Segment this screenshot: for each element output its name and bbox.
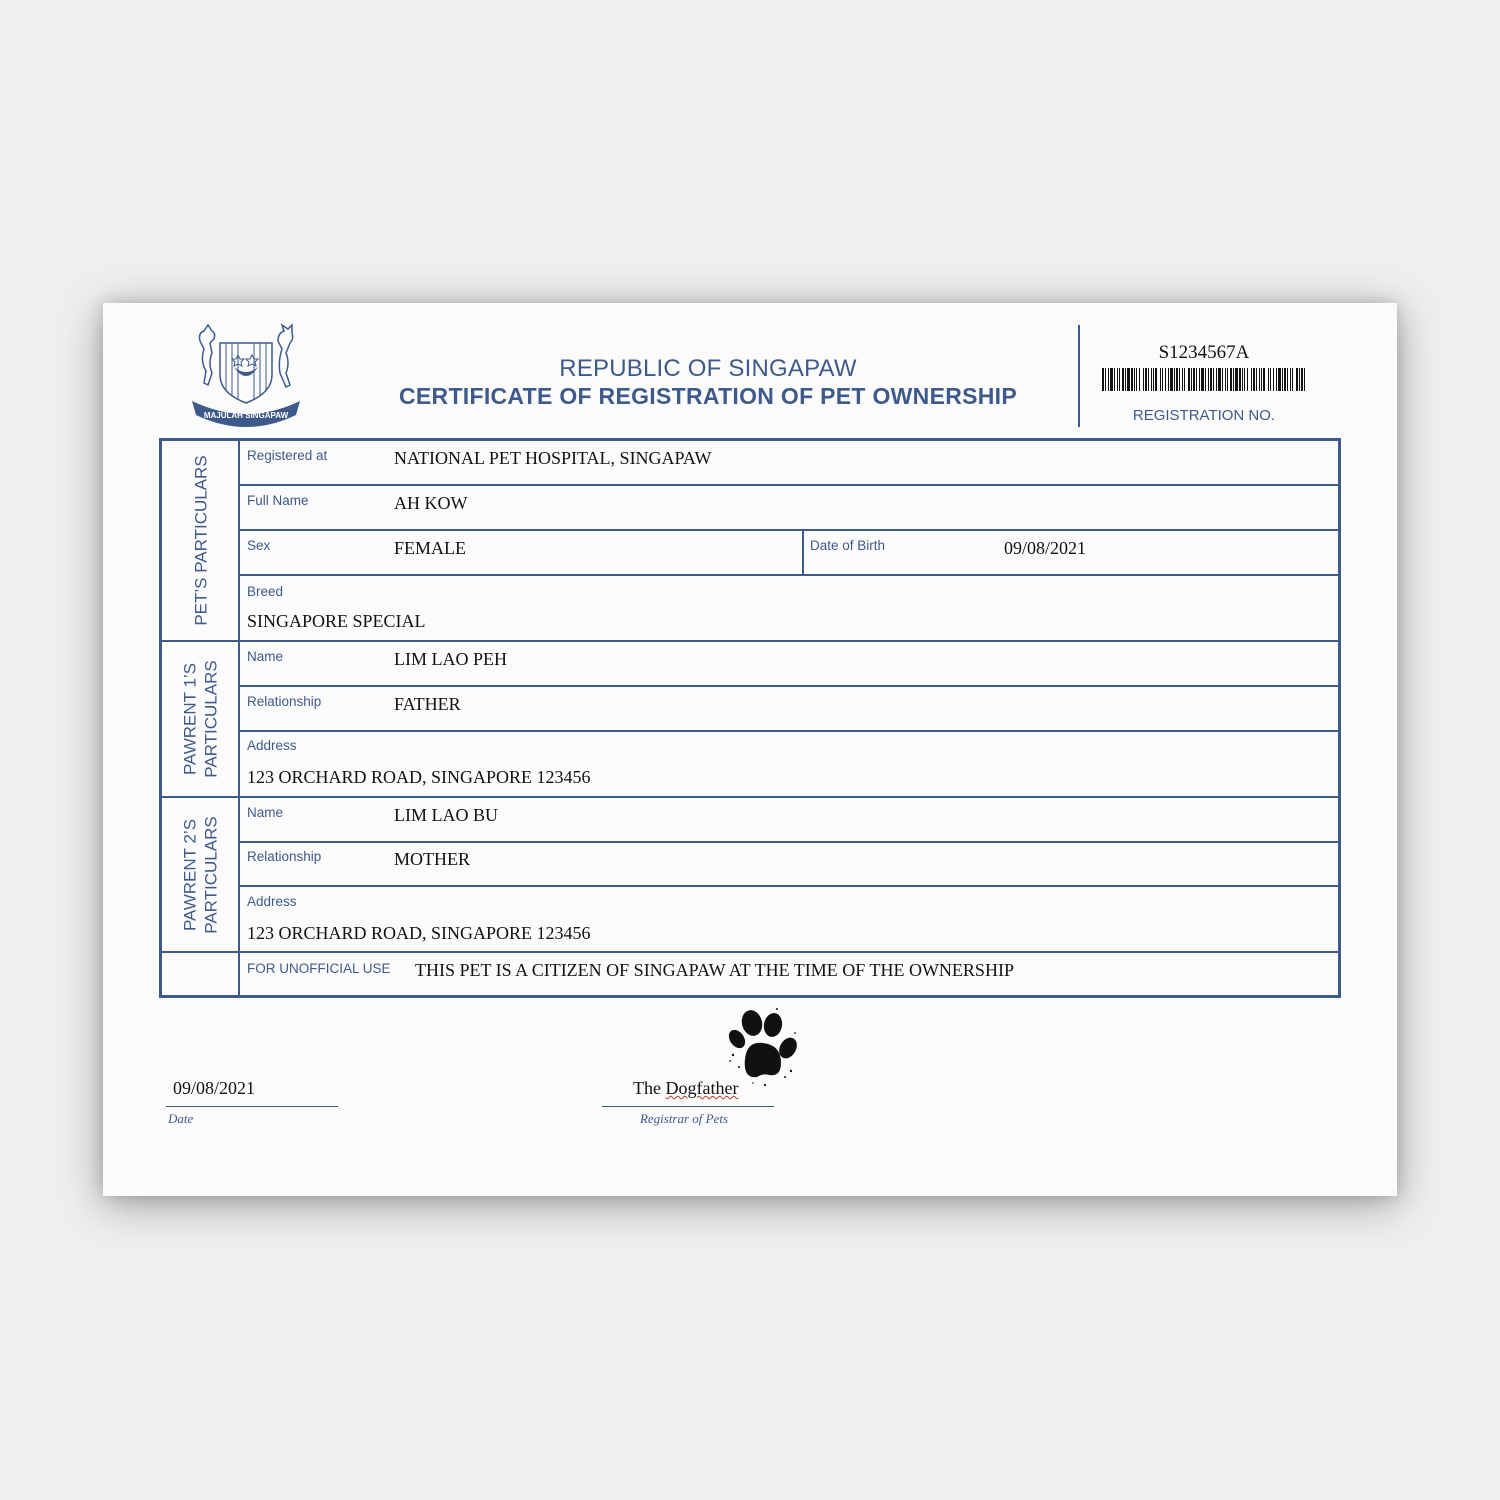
row-divider: [240, 685, 1338, 687]
barcode-bar: [1218, 368, 1221, 391]
parent2-name-value: LIM LAO BU: [394, 805, 498, 825]
full-name-label: Full Name: [247, 493, 309, 508]
barcode-bar: [1143, 368, 1144, 391]
barcode-bar: [1296, 368, 1298, 391]
barcode-bar: [1210, 368, 1212, 391]
parent1-section-label: PAWRENT 1’S PARTICULARS: [181, 660, 221, 778]
date-caption: Date: [168, 1111, 194, 1126]
barcode-bar: [1182, 368, 1183, 391]
barcode-bar: [1131, 368, 1133, 391]
section-divider: [162, 951, 1338, 953]
parent1-relationship-value: FATHER: [394, 694, 461, 714]
barcode-icon: [1102, 368, 1306, 391]
barcode-bar: [1284, 368, 1286, 391]
barcode-bar: [1127, 368, 1130, 391]
barcode-bar: [1153, 368, 1154, 391]
unofficial-use-label: FOR UNOFFICIAL USE: [247, 961, 391, 976]
barcode-bar: [1162, 368, 1163, 391]
barcode-bar: [1273, 368, 1274, 391]
barcode-bar: [1278, 368, 1281, 391]
sex-value: FEMALE: [394, 538, 466, 558]
page-title-line1: REPUBLIC OF SINGAPAW: [559, 355, 857, 382]
barcode-bar: [1174, 368, 1175, 391]
barcode-bar: [1251, 368, 1252, 391]
barcode-bar: [1199, 368, 1200, 391]
row-divider: [240, 885, 1338, 887]
barcode-bar: [1263, 368, 1265, 391]
barcode-bar: [1193, 368, 1195, 391]
parent1-relationship-label: Relationship: [247, 694, 322, 709]
registrar-signature: The Dogfather: [633, 1078, 739, 1098]
dob-label: Date of Birth: [810, 538, 886, 553]
registration-number: S1234567A: [1158, 342, 1250, 363]
barcode-bar: [1261, 368, 1262, 391]
barcode-bar: [1259, 368, 1260, 391]
page-title-line2: CERTIFICATE OF REGISTRATION OF PET OWNERSHIP: [398, 383, 1018, 409]
row-divider: [240, 730, 1338, 732]
barcode-bar: [1225, 368, 1226, 391]
parent1-address-value: 123 ORCHARD ROAD, SINGAPORE 123456: [247, 767, 591, 787]
barcode-bar: [1122, 368, 1124, 391]
row-divider: [240, 841, 1338, 843]
barcode-bar: [1119, 368, 1120, 391]
registered-at-label: Registered at: [247, 448, 328, 463]
row-divider: [240, 484, 1338, 486]
full-name-value: AH KOW: [394, 493, 468, 513]
signature-line: [602, 1106, 774, 1107]
parent2-section-label: PAWRENT 2’S PARTICULARS: [181, 815, 221, 934]
crest-emblem-icon: [186, 323, 306, 429]
sex-label: Sex: [247, 538, 271, 553]
barcode-bar: [1117, 368, 1118, 391]
barcode-bar: [1145, 368, 1147, 391]
parent2-address-value: 123 ORCHARD ROAD, SINGAPORE 123456: [247, 923, 591, 943]
parent1-address-label: Address: [247, 738, 297, 753]
barcode-bar: [1102, 368, 1104, 391]
barcode-bar: [1301, 368, 1303, 391]
barcode-bar: [1176, 368, 1178, 391]
footer-date-value: 09/08/2021: [173, 1078, 256, 1098]
barcode-bar: [1242, 368, 1243, 391]
barcode-bar: [1270, 368, 1271, 391]
barcode-bar: [1165, 368, 1166, 391]
barcode-bar: [1292, 368, 1293, 391]
svg-text:MAJULAH SINGAPAW: MAJULAH SINGAPAW: [203, 411, 289, 420]
barcode-bar: [1179, 368, 1180, 391]
signature-caption: Registrar of Pets: [639, 1111, 729, 1126]
row-divider: [240, 574, 1338, 576]
barcode-bar: [1208, 368, 1209, 391]
barcode-bar: [1151, 368, 1152, 391]
barcode-bar: [1201, 368, 1204, 391]
particulars-table: [159, 438, 1341, 998]
section-divider: [162, 640, 1338, 642]
certificate-sheet: [103, 303, 1397, 1196]
parent1-name-value: LIM LAO PEH: [394, 649, 507, 669]
barcode-bar: [1125, 368, 1126, 391]
barcode-bar: [1160, 368, 1161, 391]
barcode-bar: [1205, 368, 1206, 391]
barcode-bar: [1170, 368, 1173, 391]
barcode-bar: [1233, 368, 1234, 391]
sex-dob-divider: [802, 529, 804, 575]
barcode-bar: [1276, 368, 1277, 391]
registered-at-value: NATIONAL PET HOSPITAL, SINGAPAW: [394, 448, 712, 468]
barcode-bar: [1136, 368, 1137, 391]
barcode-bar: [1168, 368, 1169, 391]
parent2-relationship-value: MOTHER: [394, 849, 470, 869]
barcode-bar: [1287, 368, 1288, 391]
breed-label: Breed: [247, 584, 284, 599]
barcode-bar: [1235, 368, 1238, 391]
barcode-bar: [1282, 368, 1283, 391]
barcode-bar: [1184, 368, 1185, 391]
barcode-bar: [1139, 368, 1140, 391]
barcode-bar: [1108, 368, 1109, 391]
header-divider: [1078, 325, 1080, 427]
barcode-bar: [1244, 368, 1245, 391]
breed-value: SINGAPORE SPECIAL: [247, 611, 426, 631]
barcode-bar: [1110, 368, 1113, 391]
barcode-bar: [1227, 368, 1228, 391]
barcode-bar: [1191, 368, 1192, 391]
barcode-bar: [1256, 368, 1257, 391]
parent2-address-label: Address: [247, 894, 297, 909]
parent2-relationship-label: Relationship: [247, 849, 322, 864]
unofficial-use-value: THIS PET IS A CITIZEN OF SINGAPAW AT THE TIME OF THE OWNERSHIP: [415, 960, 1014, 980]
barcode-bar: [1148, 368, 1149, 391]
section-divider: [162, 796, 1338, 798]
registration-label: REGISTRATION NO.: [1132, 407, 1276, 424]
row-divider: [240, 529, 1338, 531]
barcode-bar: [1253, 368, 1255, 391]
barcode-bar: [1230, 368, 1232, 391]
barcode-bar: [1196, 368, 1197, 391]
barcode-bar: [1304, 368, 1305, 391]
date-line: [166, 1106, 338, 1107]
barcode-bar: [1247, 368, 1248, 391]
barcode-bar: [1134, 368, 1135, 391]
dob-value: 09/08/2021: [1004, 538, 1087, 558]
barcode-bar: [1299, 368, 1300, 391]
pet-section-label: PET’S PARTICULARS: [191, 455, 211, 626]
parent2-name-label: Name: [247, 805, 284, 820]
barcode-bar: [1239, 368, 1241, 391]
barcode-bar: [1213, 368, 1214, 391]
barcode-bar: [1114, 368, 1115, 391]
paw-print-stamp-icon: [725, 1003, 801, 1089]
barcode-bar: [1268, 368, 1269, 391]
parent1-name-label: Name: [247, 649, 284, 664]
barcode-bar: [1188, 368, 1190, 391]
barcode-bar: [1216, 368, 1217, 391]
barcode-bar: [1155, 368, 1157, 391]
barcode-bar: [1290, 368, 1291, 391]
barcode-bar: [1222, 368, 1223, 391]
barcode-bar: [1105, 368, 1106, 391]
